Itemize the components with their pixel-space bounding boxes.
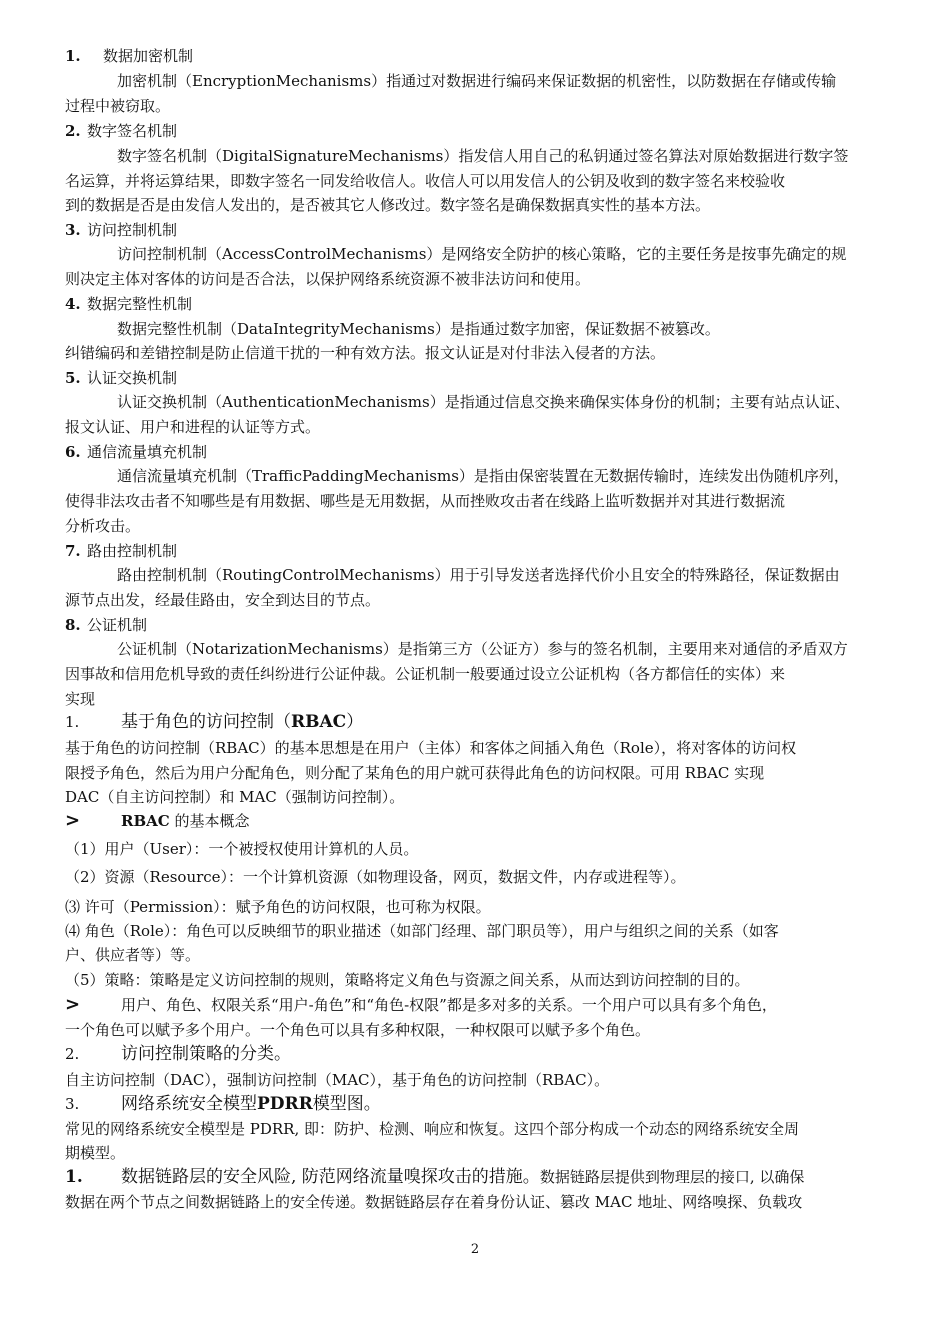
- paragraph: 报文认证、用户和进程的认证等方式。: [65, 418, 321, 436]
- paragraph: 加密机制（EncryptionMechanisms）指通过对数据进行编码来保证数据的机密性，以防数据在存储或传输: [117, 72, 837, 90]
- paragraph: 认证交换机制（AuthenticationMechanisms）是指通过信息交换来确保实体身份的机制；主要有站点认证、: [117, 393, 850, 411]
- paragraph: 通信流量填充机制（TrafficPaddingMechanisms）是指由保密装置在无数据传输时，连续发出伪随机序列，: [117, 467, 849, 485]
- paragraph: 使得非法攻击者不知哪些是有用数据、哪些是无用数据，从而挫败攻击者在线路上监听数据并对其进行数据流: [65, 492, 786, 510]
- paragraph: 因事故和信用危机导致的责任纠纷进行公证仲裁。公证机制一般要通过设立公证机构（各方都信任的实体）来: [65, 665, 786, 683]
- paragraph: 基于角色的访问控制（RBAC）的基本思想是在用户（主体）和客体之间插入角色（Role），将对客体的访问权: [65, 739, 797, 757]
- heading-routing-control: 7. 路由控制机制: [65, 542, 178, 560]
- list-item: （2）资源（Resource）：一个计算机资源（如物理设备，网页，数据文件，内存或进程等）。: [65, 868, 686, 886]
- heading-data-integrity: 4. 数据完整性机制: [65, 295, 193, 313]
- arrow-bullet-icon: >: [65, 994, 81, 1015]
- paragraph: 自主访问控制（DAC），强制访问控制（MAC），基于角色的访问控制（RBAC）。: [65, 1071, 610, 1089]
- heading-notarization: 8. 公证机制: [65, 616, 148, 634]
- paragraph: 路由控制机制（RoutingControlMechanisms）用于引导发送者选择代价小且安全的特殊路径，保证数据由: [117, 566, 840, 584]
- bullet-rbac-concepts: > RBAC 的基本概念: [65, 810, 250, 831]
- heading-policy-classification: 2. 访问控制策略的分类。: [65, 1044, 291, 1064]
- paragraph: 到的数据是否是由发信人发出的，是否被其它人修改过。数字签名是确保数据真实性的基本方法。: [65, 196, 711, 214]
- paragraph: 纠错编码和差错控制是防止信道干扰的一种有效方法。报文认证是对付非法入侵者的方法。: [65, 344, 666, 362]
- paragraph: DAC（自主访问控制）和 MAC（强制访问控制）。: [65, 788, 405, 806]
- paragraph: 过程中被窃取。: [65, 97, 171, 115]
- heading-rbac: 1. 基于角色的访问控制（RBAC）: [65, 712, 364, 732]
- paragraph: 分析攻击。: [65, 517, 141, 535]
- list-item: （1）用户（User）：一个被授权使用计算机的人员。: [65, 840, 419, 858]
- heading-access-control: 3. 访问控制机制: [65, 221, 178, 239]
- paragraph: 则决定主体对客体的访问是否合法，以保护网络系统资源不被非法访问和使用。: [65, 270, 591, 288]
- paragraph: 一个角色可以赋予多个用户。一个角色可以具有多种权限，一种权限可以赋予多个角色。: [65, 1021, 651, 1039]
- list-item: （5）策略：策略是定义访问控制的规则，策略将定义角色与资源之间关系，从而达到访问控制的目的。: [65, 971, 750, 989]
- paragraph: 数字签名机制（DigitalSignatureMechanisms）指发信人用自己的私钥通过签名算法对原始数据进行数字签: [117, 147, 849, 165]
- heading-traffic-padding: 6. 通信流量填充机制: [65, 443, 208, 461]
- paragraph: 数据完整性机制（DataIntegrityMechanisms）是指通过数字加密，保证数据不被篡改。: [117, 320, 720, 338]
- heading-data-link-layer: 1. 数据链路层的安全风险, 防范网络流量嗅探攻击的措施。数据链路层提供到物理层的接口, 以确保: [65, 1167, 805, 1187]
- paragraph: 访问控制机制（AccessControlMechanisms）是网络安全防护的核心策略，它的主要任务是按事先确定的规: [117, 245, 847, 263]
- paragraph: 数据在两个节点之间数据链路上的安全传递。数据链路层存在着身份认证、篡改 MAC 地址、网络嗅探、负载攻: [65, 1193, 803, 1211]
- heading-encryption: 1. 数据加密机制: [65, 47, 194, 65]
- bullet-relations: > 用户、角色、权限关系“用户-角色”和“角色-权限”都是多对多的关系。一个用户可以具有多个角色，: [65, 994, 777, 1015]
- arrow-bullet-icon: >: [65, 810, 81, 831]
- list-item: 户、供应者等）等。: [65, 946, 201, 964]
- list-item: ⑷ 角色（Role）：角色可以反映细节的职业描述（如部门经理、部门职员等），用户与组织之间的关系（如客: [65, 922, 779, 940]
- list-item: ⑶ 许可（Permission）：赋予角色的访问权限，也可称为权限。: [65, 898, 491, 916]
- page-number: 2: [470, 1242, 480, 1257]
- paragraph: 公证机制（NotarizationMechanisms）是指第三方（公证方）参与的签名机制，主要用来对通信的矛盾双方: [117, 640, 848, 658]
- paragraph: 期模型。: [65, 1144, 126, 1162]
- heading-digital-signature: 2. 数字签名机制: [65, 122, 178, 140]
- paragraph: 限授予角色，然后为用户分配角色，则分配了某角色的用户就可获得此角色的访问权限。可用 RBAC 实现: [65, 764, 765, 782]
- heading-pdrr: 3. 网络系统安全模型PDRR模型图。: [65, 1094, 381, 1114]
- heading-authentication: 5. 认证交换机制: [65, 369, 178, 387]
- paragraph: 常见的网络系统安全模型是 PDRR, 即：防护、检测、响应和恢复。这四个部分构成一个动态的网络系统安全周: [65, 1120, 800, 1138]
- paragraph: 名运算，并将运算结果，即数字签名一同发给收信人。收信人可以用发信人的公钥及收到的数字签名来校验收: [65, 172, 786, 190]
- paragraph: 实现: [65, 690, 96, 708]
- paragraph: 源节点出发，经最佳路由，安全到达目的节点。: [65, 591, 381, 609]
